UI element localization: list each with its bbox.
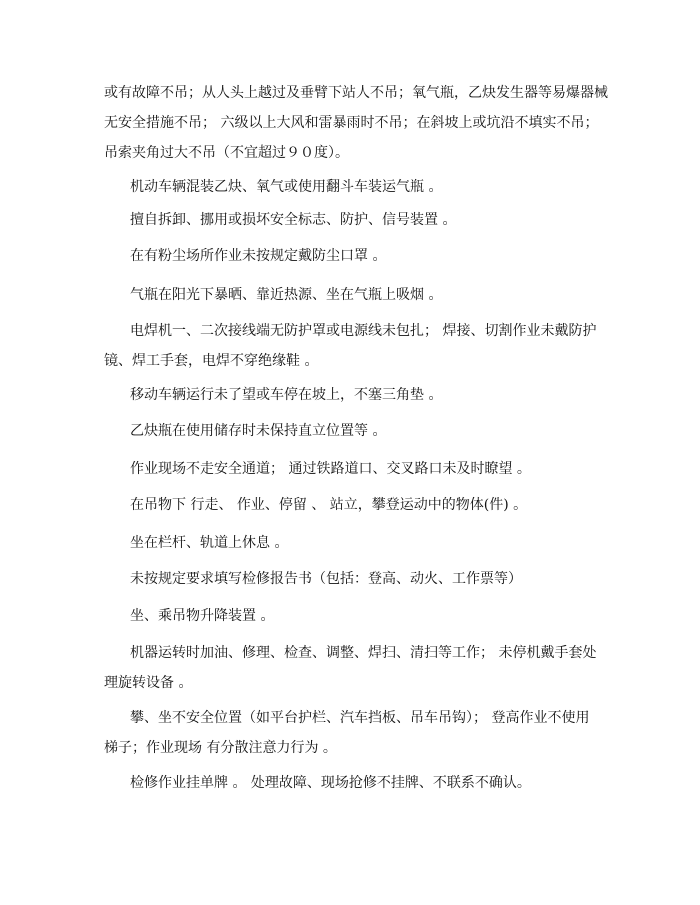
paragraph-acetylene-bottle: 乙炔瓶在使用储存时未保持直立位置等 。 <box>130 423 387 439</box>
paragraph-repair-report: 未按规定要求填写检修报告书（包括：登高、动火、工作票等） <box>130 571 522 587</box>
paragraph-lifting-rules <box>104 78 608 168</box>
paragraph-gas-cylinder: 气瓶在阳光下暴晒、靠近热源、坐在气瓶上吸烟 。 <box>130 287 443 303</box>
paragraph-safety-passage: 作业现场不走安全通道； 通过铁路道口、交叉路口未及时瞭望 。 <box>130 461 531 477</box>
text-line: 梯子；作业现场 有分散注意力行为 。 <box>104 740 337 756</box>
paragraph-rest-on-rail: 坐在栏杆、轨道上休息 。 <box>130 535 289 551</box>
text-line: 吊索夹角过大不吊（不宜超过９０度）。 <box>104 145 349 161</box>
text-line: 或有故障不吊；从人头上越过及垂臂下站人不吊；氧气瓶，乙炔发生器等易爆器械 <box>104 85 608 101</box>
paragraph-welding <box>104 316 604 376</box>
text-line: 理旋转设备 。 <box>104 675 193 691</box>
paragraph-unsafe-position <box>104 703 604 763</box>
paragraph-safety-signs: 擅自拆卸、挪用或损坏安全标志、防护、信号装置 。 <box>130 212 457 228</box>
text-line: 无安全措施不吊； 六级以上大风和雷暴雨时不吊；在斜坡上或坑沿不填实不吊； <box>104 115 599 131</box>
paragraph-ride-lift: 坐、乘吊物升降装置 。 <box>130 608 275 624</box>
text-line: 镜、焊工手套，电焊不穿绝缘鞋 。 <box>104 353 319 369</box>
paragraph-vehicle-gas-transport: 机动车辆混装乙炔、氧气或使用翻斗车装运气瓶 。 <box>130 179 443 195</box>
text-line: 机器运转时加油、修理、检查、调整、焊扫、清扫等工作； 未停机戴手套处 <box>130 645 597 661</box>
paragraph-moving-vehicle: 移动车辆运行未了望或车停在坡上，不塞三角垫 。 <box>130 387 443 403</box>
text-line: 攀、坐不安全位置（如平台护栏、汽车挡板、吊车吊钩）； 登高作业不使用 <box>130 710 590 726</box>
text-line: 电焊机一、二次接线端无防护罩或电源线未包扎； 焊接、切割作业未戴防护 <box>130 323 597 339</box>
paragraph-dust-mask: 在有粉尘场所作业未按规定戴防尘口罩 。 <box>130 248 387 264</box>
paragraph-tag-out: 检修作业挂单牌 。 处理故障、现场抢修不挂牌、不联系不确认。 <box>130 775 531 791</box>
paragraph-running-machine <box>104 638 604 698</box>
paragraph-under-load: 在吊物下 行走、 作业、停留 、 站立，攀登运动中的物体(件) 。 <box>130 497 528 513</box>
